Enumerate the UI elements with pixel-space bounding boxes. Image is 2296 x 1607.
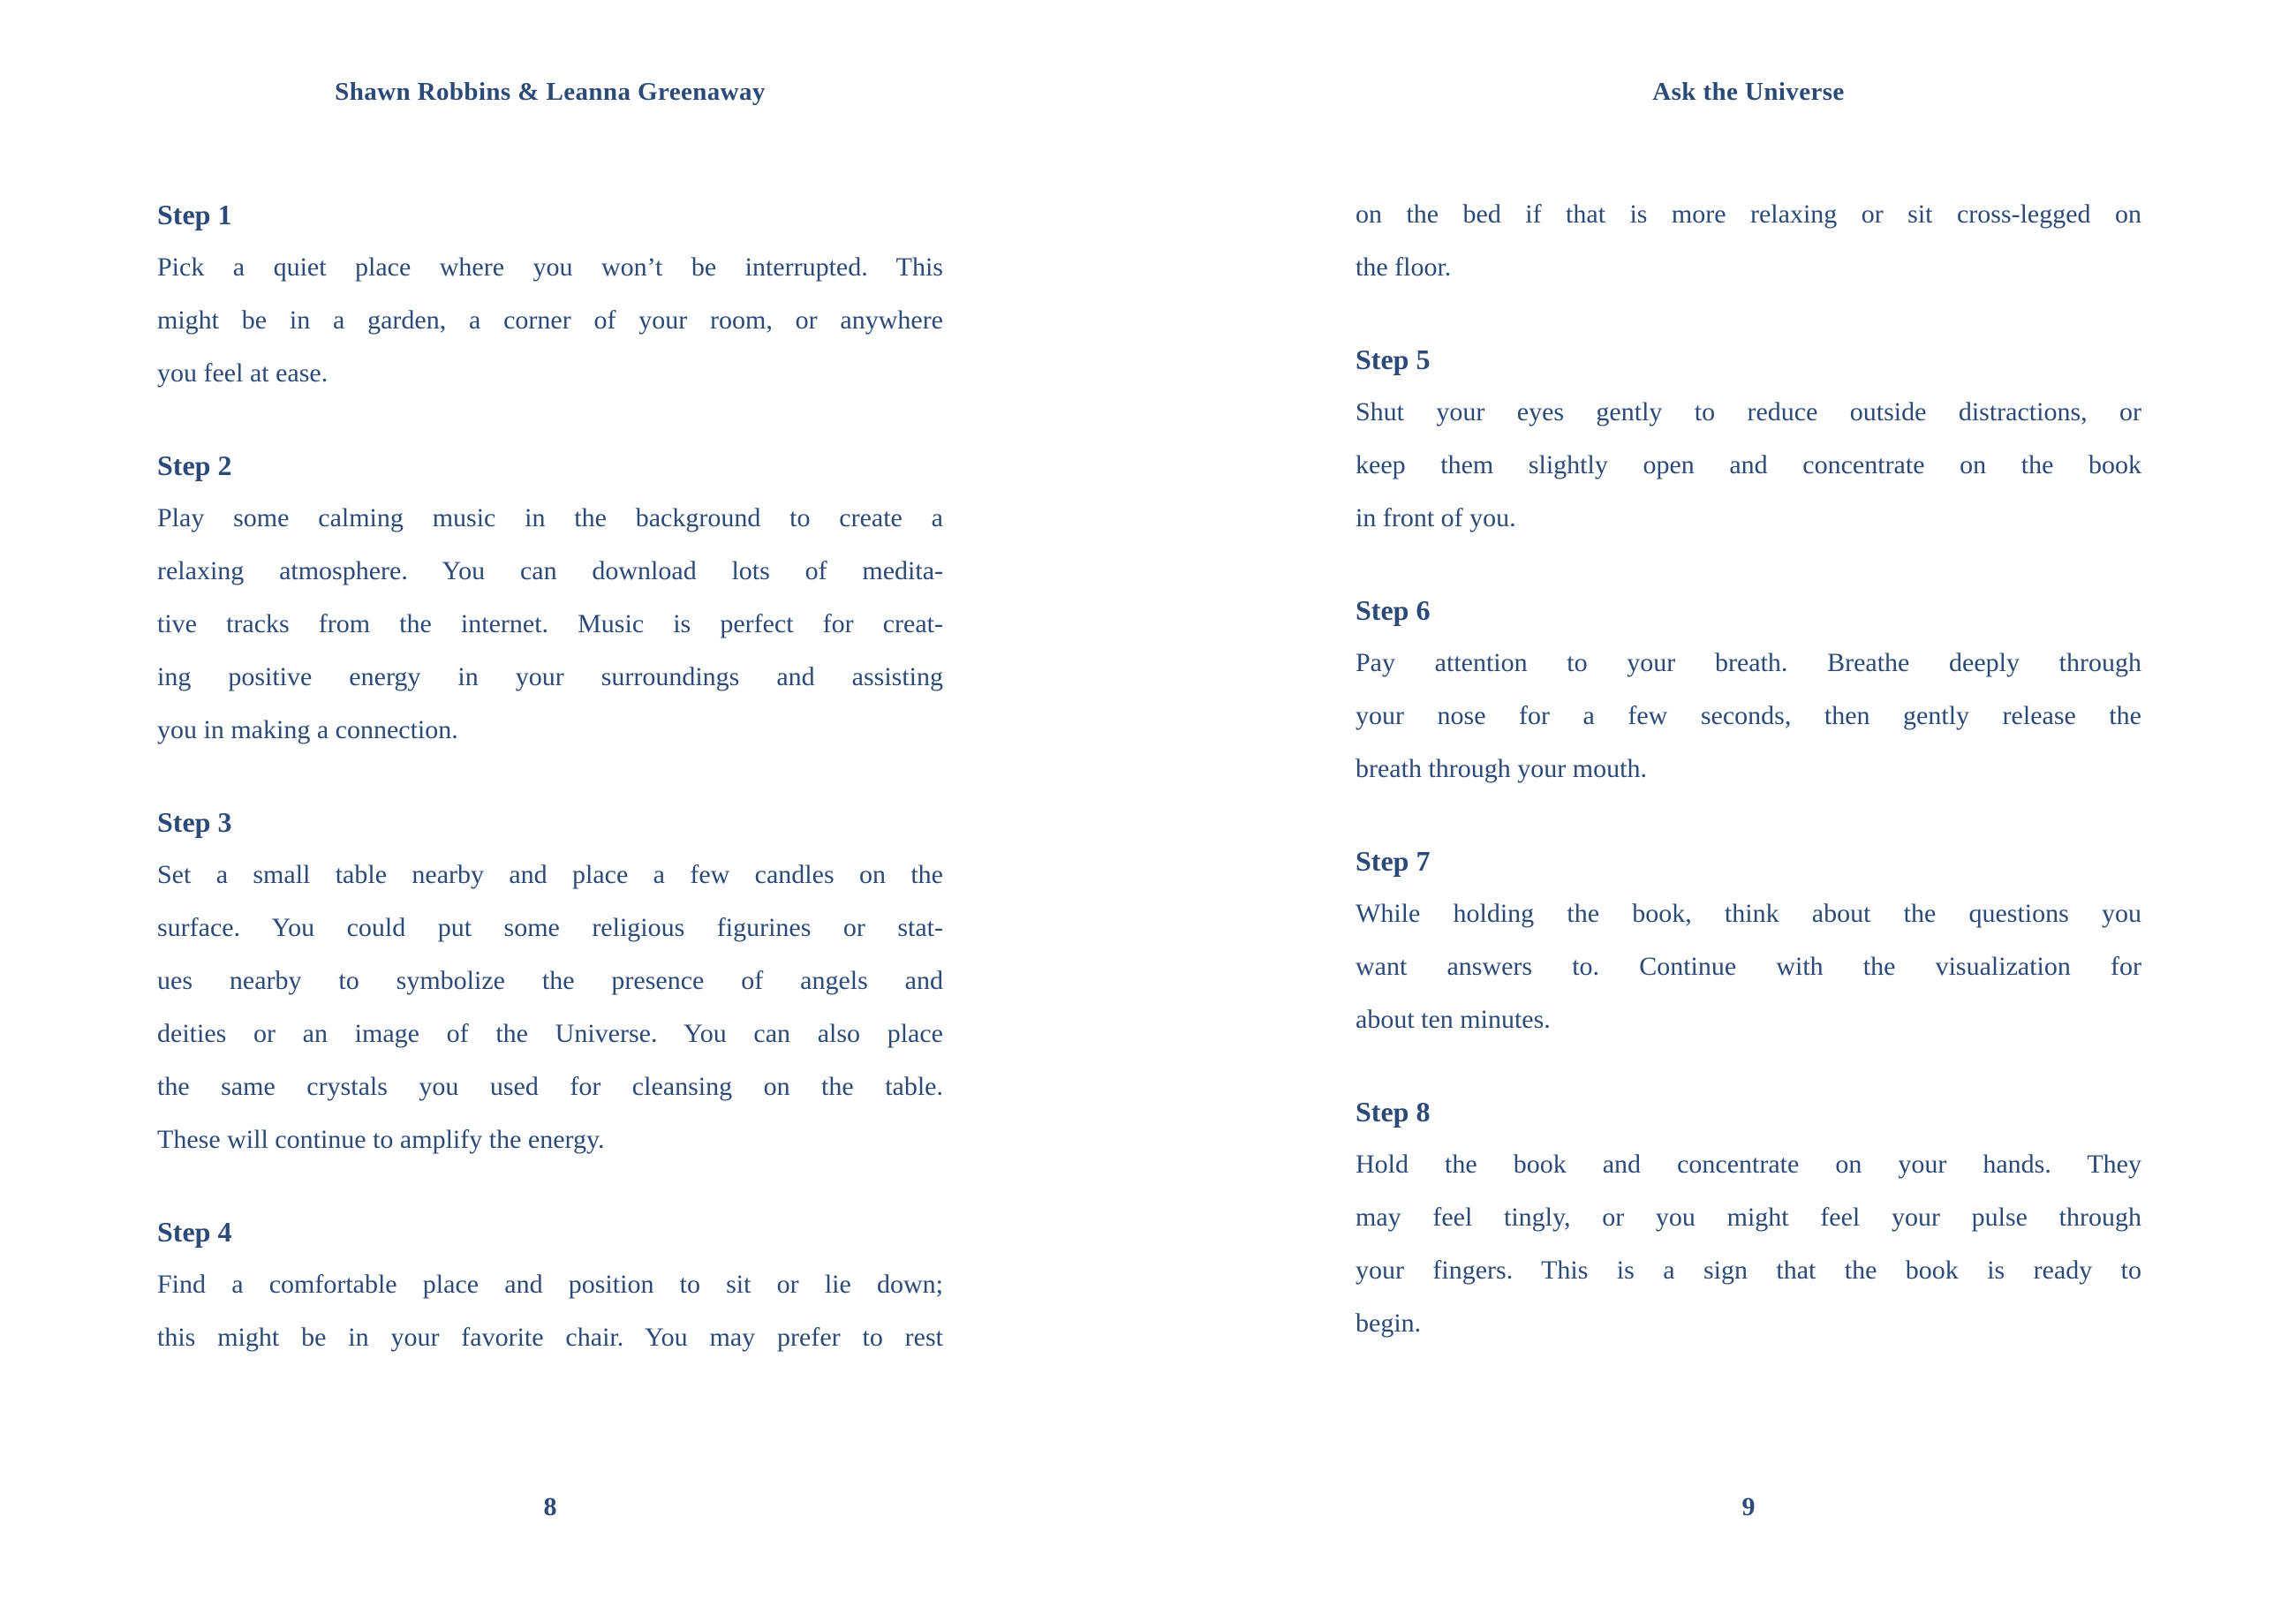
body-line: tive tracks from the internet. Music is perfect for creat-	[157, 609, 943, 638]
body-line: Pay attention to your breath. Breathe deeply through	[1356, 648, 2141, 677]
body-line: relaxing atmosphere. You can download lots of medita-	[157, 556, 943, 585]
step-section-8	[1356, 1085, 2141, 1350]
continuation-paragraph	[1356, 188, 2141, 294]
body-line: on the bed if that is more relaxing or sit cross-legged on	[1356, 200, 2141, 229]
body-line: Set a small table nearby and place a few candles on the	[157, 860, 943, 889]
body-line: the floor.	[1356, 253, 1452, 282]
step-section-4	[157, 1205, 943, 1364]
step-heading: Step 7	[1356, 845, 1431, 877]
body-line: may feel tingly, or you might feel your pulse through	[1356, 1203, 2141, 1232]
body-line: Shut your eyes gently to reduce outside distractions, or	[1356, 397, 2141, 426]
body-line: you in making a connection.	[157, 715, 458, 744]
body-line: breath through your mouth.	[1356, 754, 1647, 783]
body-line: surface. You could put some religious figurines or stat-	[157, 913, 943, 942]
body-line: the same crystals you used for cleansing on the table.	[157, 1072, 943, 1101]
body-line: keep them slightly open and concentrate on the book	[1356, 450, 2141, 479]
step-heading: Step 8	[1356, 1096, 1431, 1128]
step-section-1	[157, 188, 943, 400]
body-line: your nose for a few seconds, then gently release the	[1356, 701, 2141, 730]
running-head-left: Shawn Robbins & Leanna Greenaway	[335, 78, 766, 106]
step-heading: Step 2	[157, 449, 232, 481]
body-line: deities or an image of the Universe. You can also place	[157, 1019, 943, 1048]
body-line: about ten minutes.	[1356, 1005, 1551, 1034]
body-line: Hold the book and concentrate on your hands. They	[1356, 1150, 2141, 1179]
step-section-3	[157, 796, 943, 1166]
step-heading: Step 3	[157, 806, 232, 838]
step-heading: Step 1	[157, 199, 232, 230]
body-line: in front of you.	[1356, 503, 1516, 532]
step-section-7	[1356, 834, 2141, 1046]
body-line: Play some calming music in the background to create a	[157, 503, 943, 532]
page-number-left: 8	[543, 1492, 557, 1521]
body-line: want answers to. Continue with the visualization for	[1356, 952, 2141, 981]
left-text-column	[157, 188, 943, 1364]
step-section-6	[1356, 584, 2141, 796]
page-number-right: 9	[1741, 1492, 1756, 1521]
running-head-right: Ask the Universe	[1652, 78, 1845, 106]
body-line: ing positive energy in your surroundings and assisting	[157, 662, 943, 691]
body-line: this might be in your favorite chair. You may prefer to rest	[157, 1323, 943, 1352]
body-line: These will continue to amplify the energy.	[157, 1125, 605, 1154]
step-heading: Step 5	[1356, 343, 1431, 375]
body-line: Pick a quiet place where you won’t be interrupted. This	[157, 253, 943, 282]
body-line: you feel at ease.	[157, 358, 329, 388]
step-section-2	[157, 439, 943, 757]
body-line: While holding the book, think about the questions you	[1356, 899, 2141, 928]
step-heading: Step 6	[1356, 594, 1431, 626]
body-line: ues nearby to symbolize the presence of angels and	[157, 966, 943, 995]
body-line: your fingers. This is a sign that the book is ready to	[1356, 1256, 2141, 1285]
body-line: begin.	[1356, 1309, 1422, 1338]
body-line: Find a comfortable place and position to sit or lie down;	[157, 1270, 943, 1299]
step-section-5	[1356, 333, 2141, 545]
body-line: might be in a garden, a corner of your room, or anywhere	[157, 306, 943, 335]
step-heading: Step 4	[157, 1216, 232, 1248]
right-text-column	[1356, 188, 2141, 1350]
